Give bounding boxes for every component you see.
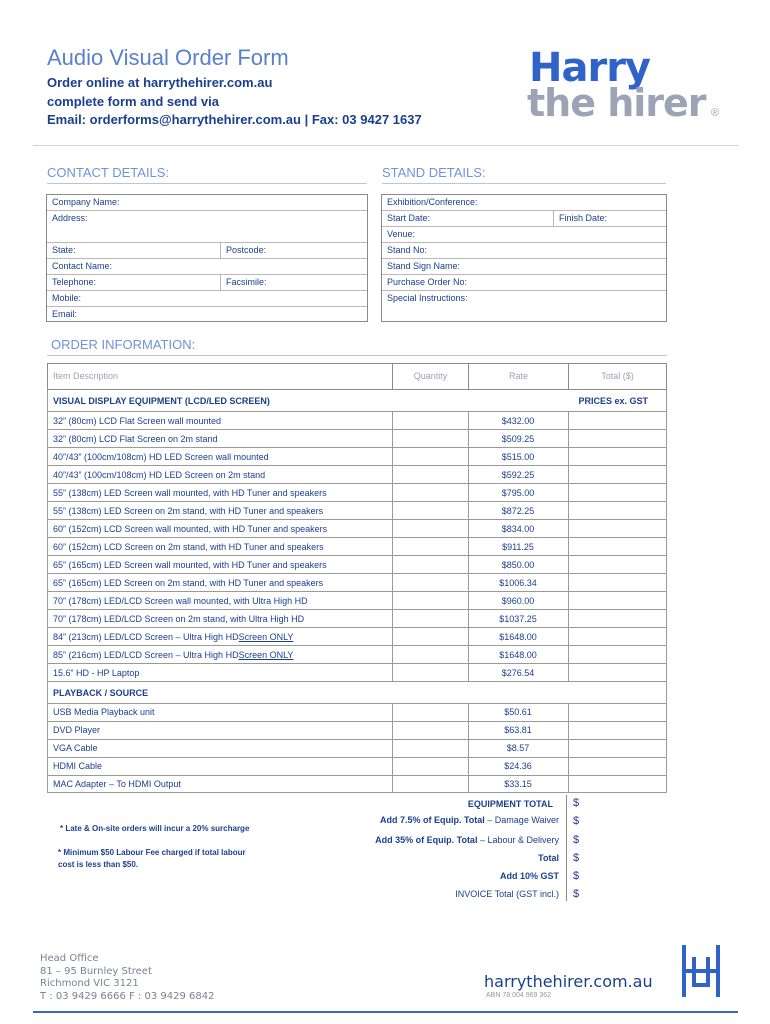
purchase-order-field[interactable] (382, 275, 666, 291)
total-cell[interactable] (568, 412, 666, 429)
table-row (47, 466, 667, 484)
order-online-line: Order online at harrythehirer.com.au (47, 75, 273, 90)
equipment-total-value[interactable]: $ (573, 797, 580, 809)
quantity-cell[interactable] (392, 776, 393, 793)
total-cell[interactable] (568, 466, 666, 483)
table-row (47, 502, 667, 520)
head-office-label: Head Office (40, 953, 99, 964)
item-rate: $834.00 (501, 523, 535, 534)
stand-no-label: Stand No: (387, 245, 428, 255)
item-description (53, 574, 323, 591)
item-text: 85” (216cm) LED/LCD Screen – Ultra High HD (53, 649, 239, 660)
stand-details-form (381, 194, 667, 322)
item-text: 84” (213cm) LED/LCD Screen – Ultra High HD (53, 631, 239, 642)
contact-title-underline (47, 183, 367, 184)
item-text: 32” (80cm) LCD Flat Screen on 2m stand (53, 433, 218, 444)
venue-field[interactable] (382, 227, 666, 243)
item-description (53, 592, 308, 609)
item-text: HDMI Cable (53, 761, 103, 772)
item-description (53, 484, 327, 501)
finish-date-label: Finish Date: (559, 213, 608, 223)
contact-name-label: Contact Name: (52, 261, 113, 271)
postcode-label: Postcode: (226, 245, 267, 255)
prices-ex-gst-note: PRICES ex. GST (578, 395, 648, 406)
item-rate: $1006.34 (499, 577, 537, 588)
item-description (53, 412, 221, 429)
item-text: 65” (165cm) LED Screen wall mounted, with HD Tuner and speakers (53, 559, 327, 570)
total-cell[interactable] (568, 430, 666, 447)
website-link[interactable]: harrythehirer.com.au (484, 972, 653, 991)
item-description (53, 430, 218, 447)
item-description (53, 448, 269, 465)
state-label: State: (52, 245, 76, 255)
address-field[interactable] (47, 211, 367, 243)
table-row (47, 646, 667, 664)
special-instructions-label: Special Instructions: (387, 293, 468, 303)
item-text: MAC Adapter – To HDMI Output (53, 779, 181, 790)
mobile-field[interactable] (47, 291, 367, 307)
quantity-cell[interactable] (392, 664, 393, 681)
total-cell[interactable] (568, 704, 666, 721)
table-row (47, 722, 667, 740)
min-labour-fee-note-2: cost is less than $50. (58, 860, 139, 869)
item-rate: $1648.00 (499, 649, 537, 660)
invoice-total-label: INVOICE Total (GST incl.) (455, 889, 559, 899)
contact-details-title: CONTACT DETAILS: (47, 165, 170, 180)
stand-title-underline (382, 183, 666, 184)
stand-details-title: STAND DETAILS: (382, 165, 486, 180)
total-cell[interactable] (568, 628, 666, 645)
state-field[interactable] (47, 243, 367, 259)
table-row (47, 592, 667, 610)
email-field[interactable] (47, 307, 367, 321)
quantity-cell[interactable] (392, 520, 393, 537)
total-cell[interactable] (568, 664, 666, 681)
facsimile-label: Facsimile: (226, 277, 267, 287)
total-cell[interactable] (568, 610, 666, 627)
stand-no-field[interactable] (382, 243, 666, 259)
quantity-cell[interactable] (392, 412, 393, 429)
email-label: Email: (52, 309, 78, 319)
quantity-cell[interactable] (392, 646, 393, 663)
contact-email-fax-line: Email: orderforms@harrythehirer.com.au | Fax: 03 9427 1637 (47, 112, 422, 127)
item-description (53, 776, 181, 793)
item-text: 60” (152cm) LCD Screen wall mounted, with HD Tuner and speakers (53, 523, 328, 534)
col-item-description: Item Description (53, 371, 119, 381)
item-rate: $24.36 (504, 761, 532, 772)
table-row (47, 412, 667, 430)
labour-delivery-rest: – Labour & Delivery (477, 835, 559, 845)
item-rate: $911.25 (502, 541, 534, 552)
item-description (53, 466, 265, 483)
quantity-cell[interactable] (392, 502, 393, 519)
total-label: Total (538, 853, 559, 863)
item-text: 40”/43” (100cm/108cm) HD LED Screen wall mounted (53, 451, 269, 462)
item-rate: $33.15 (504, 779, 532, 790)
total-cell[interactable] (568, 758, 666, 775)
table-row (47, 574, 667, 592)
total-cell[interactable] (568, 646, 666, 663)
col-total: Total ($) (568, 364, 666, 389)
item-rate: $1648.00 (499, 631, 537, 642)
item-text: 55” (138cm) LED Screen wall mounted, with HD Tuner and speakers (53, 487, 327, 498)
company-name-field[interactable] (47, 195, 367, 211)
head-office-address (40, 953, 214, 1003)
total-cell[interactable] (568, 448, 666, 465)
gst-label: Add 10% GST (499, 871, 559, 881)
labour-delivery-value[interactable]: $ (573, 834, 580, 846)
category-row-visual-display (47, 390, 667, 412)
table-row (47, 704, 667, 722)
item-description (53, 502, 323, 519)
item-rate: $50.61 (504, 707, 532, 718)
address-label: Address: (52, 213, 88, 223)
table-row (47, 448, 667, 466)
item-description (53, 758, 102, 775)
table-row (47, 610, 667, 628)
item-rate: $872.25 (501, 505, 535, 516)
item-text: 40”/43” (100cm/108cm) HD LED Screen on 2m stand (53, 469, 266, 480)
table-row (47, 556, 667, 574)
quantity-cell[interactable] (392, 430, 393, 447)
quantity-cell[interactable] (392, 592, 393, 609)
table-row (47, 484, 667, 502)
item-text: Screen ONLY (238, 649, 294, 660)
logo-the-hirer: the hirer (527, 81, 706, 125)
footer-rule (33, 1011, 738, 1013)
damage-waiver-label (360, 815, 559, 825)
total-cell[interactable] (568, 776, 666, 793)
invoice-total-value[interactable]: $ (573, 888, 580, 900)
total-cell[interactable] (568, 722, 666, 739)
order-information-title: ORDER INFORMATION: (51, 337, 196, 352)
head-office-phone: T : 03 9429 6666 F : 03 9429 6842 (40, 990, 215, 1002)
item-text: Screen ONLY (238, 631, 294, 642)
equipment-total-label: EQUIPMENT TOTAL (467, 799, 553, 809)
stand-sign-label: Stand Sign Name: (387, 261, 461, 271)
damage-waiver-value[interactable]: $ (573, 815, 580, 827)
table-row (47, 538, 667, 556)
labour-delivery-label (350, 835, 559, 845)
item-rate: $432.00 (501, 415, 535, 426)
item-rate: $63.81 (504, 725, 532, 736)
category-visual-display: VISUAL DISPLAY EQUIPMENT (LCD/LED SCREEN) (53, 395, 270, 406)
quantity-cell[interactable] (392, 538, 393, 555)
min-labour-fee-note-1: * Minimum $50 Labour Fee charged if total labour (58, 848, 246, 857)
totals-divider (566, 795, 567, 901)
table-row (47, 740, 667, 758)
table-row (47, 776, 667, 794)
item-text: USB Media Playback unit (53, 707, 155, 718)
facsimile-field[interactable] (220, 275, 267, 290)
total-cell[interactable] (568, 574, 666, 591)
item-rate: $795.00 (501, 487, 535, 498)
late-surcharge-note: * Late & On-site orders will incur a 20% surcharge (60, 824, 250, 833)
quantity-cell[interactable] (392, 704, 393, 721)
category-playback-source: PLAYBACK / SOURCE (53, 687, 149, 698)
total-cell[interactable] (568, 520, 666, 537)
labour-delivery-bold: Add 35% of Equip. Total (375, 835, 478, 845)
item-rate: $515.00 (501, 451, 535, 462)
total-cell[interactable] (568, 556, 666, 573)
contact-details-form (46, 194, 368, 322)
instructions-line: complete form and send via (47, 94, 219, 109)
item-rate: $8.57 (506, 743, 530, 754)
item-description (53, 704, 155, 721)
venue-label: Venue: (387, 229, 416, 239)
total-cell[interactable] (568, 592, 666, 609)
item-description (53, 610, 304, 627)
table-row (47, 664, 667, 682)
registered-mark: ® (711, 107, 720, 119)
item-rate: $960.00 (501, 595, 535, 606)
h-monogram-icon (680, 943, 722, 999)
item-text: 55” (138cm) LED Screen on 2m stand, with HD Tuner and speakers (53, 505, 324, 516)
head-office-street: 81 – 95 Burnley Street (40, 965, 152, 977)
special-instructions-field[interactable] (382, 291, 666, 321)
damage-waiver-bold: Add 7.5% of Equip. Total (379, 815, 485, 825)
item-text: VGA Cable (53, 743, 98, 754)
mobile-label: Mobile: (52, 293, 82, 303)
total-value[interactable]: $ (573, 852, 580, 864)
total-cell[interactable] (568, 538, 666, 555)
finish-date-field[interactable] (553, 211, 607, 226)
item-text: 65” (165cm) LED Screen on 2m stand, with HD Tuner and speakers (53, 577, 324, 588)
item-rate: $850.00 (501, 559, 535, 570)
start-date-label: Start Date: (387, 213, 431, 223)
item-text: 70” (178cm) LED/LCD Screen on 2m stand, with Ultra High HD (53, 613, 305, 624)
purchase-order-label: Purchase Order No: (387, 277, 468, 287)
table-row (47, 520, 667, 538)
item-text: 70” (178cm) LED/LCD Screen wall mounted, with Ultra High HD (53, 595, 308, 606)
quantity-cell[interactable] (392, 628, 393, 645)
table-row (47, 430, 667, 448)
exhibition-field[interactable] (382, 195, 666, 211)
item-text: 60” (152cm) LCD Screen on 2m stand, with HD Tuner and speakers (53, 541, 324, 552)
exhibition-label: Exhibition/Conference: (387, 197, 478, 207)
order-title-underline (47, 355, 667, 356)
item-text: 32” (80cm) LCD Flat Screen wall mounted (53, 415, 222, 426)
item-text: DVD Player (53, 725, 101, 736)
item-description (53, 722, 100, 739)
company-name-label: Company Name: (52, 197, 120, 207)
quantity-cell[interactable] (392, 484, 393, 501)
item-rate: $276.54 (501, 667, 535, 678)
item-description (53, 628, 293, 645)
order-table-header (47, 363, 667, 390)
quantity-cell[interactable] (392, 740, 393, 757)
item-description (53, 538, 324, 555)
table-row (47, 628, 667, 646)
telephone-field[interactable] (47, 275, 367, 291)
start-date-field[interactable] (382, 211, 666, 227)
quantity-cell[interactable] (392, 610, 393, 627)
item-description (53, 646, 293, 663)
harry-the-hirer-logo (527, 45, 727, 125)
header-divider (33, 145, 738, 146)
quantity-cell[interactable] (392, 574, 393, 591)
table-row (47, 758, 667, 776)
category-row-playback (47, 682, 667, 704)
quantity-cell[interactable] (392, 448, 393, 465)
item-description (53, 520, 327, 537)
form-title: Audio Visual Order Form (47, 45, 289, 70)
quantity-cell[interactable] (392, 466, 393, 483)
item-description (53, 556, 327, 573)
item-rate: $1037.25 (499, 613, 537, 624)
item-description (53, 664, 139, 681)
quantity-cell[interactable] (392, 722, 393, 739)
item-rate: $509.25 (501, 433, 535, 444)
item-rate: $592.25 (501, 469, 535, 480)
col-rate: Rate (468, 364, 568, 389)
head-office-suburb: Richmond VIC 3121 (40, 978, 139, 989)
total-cell[interactable] (568, 484, 666, 501)
telephone-label: Telephone: (52, 277, 97, 287)
damage-waiver-rest: – Damage Waiver (484, 815, 559, 825)
total-cell[interactable] (568, 740, 666, 757)
abn-text: ABN 78 004 969 362 (486, 992, 551, 999)
logo-harry: Harry (529, 45, 650, 91)
quantity-cell[interactable] (392, 556, 393, 573)
stand-sign-field[interactable] (382, 259, 666, 275)
col-quantity: Quantity (392, 364, 468, 389)
item-text: 15.6” HD - HP Laptop (53, 667, 140, 678)
postcode-field[interactable] (220, 243, 266, 258)
total-cell[interactable] (568, 502, 666, 519)
item-description (53, 740, 98, 757)
quantity-cell[interactable] (392, 758, 393, 775)
gst-value[interactable]: $ (573, 870, 580, 882)
contact-name-field[interactable] (47, 259, 367, 275)
